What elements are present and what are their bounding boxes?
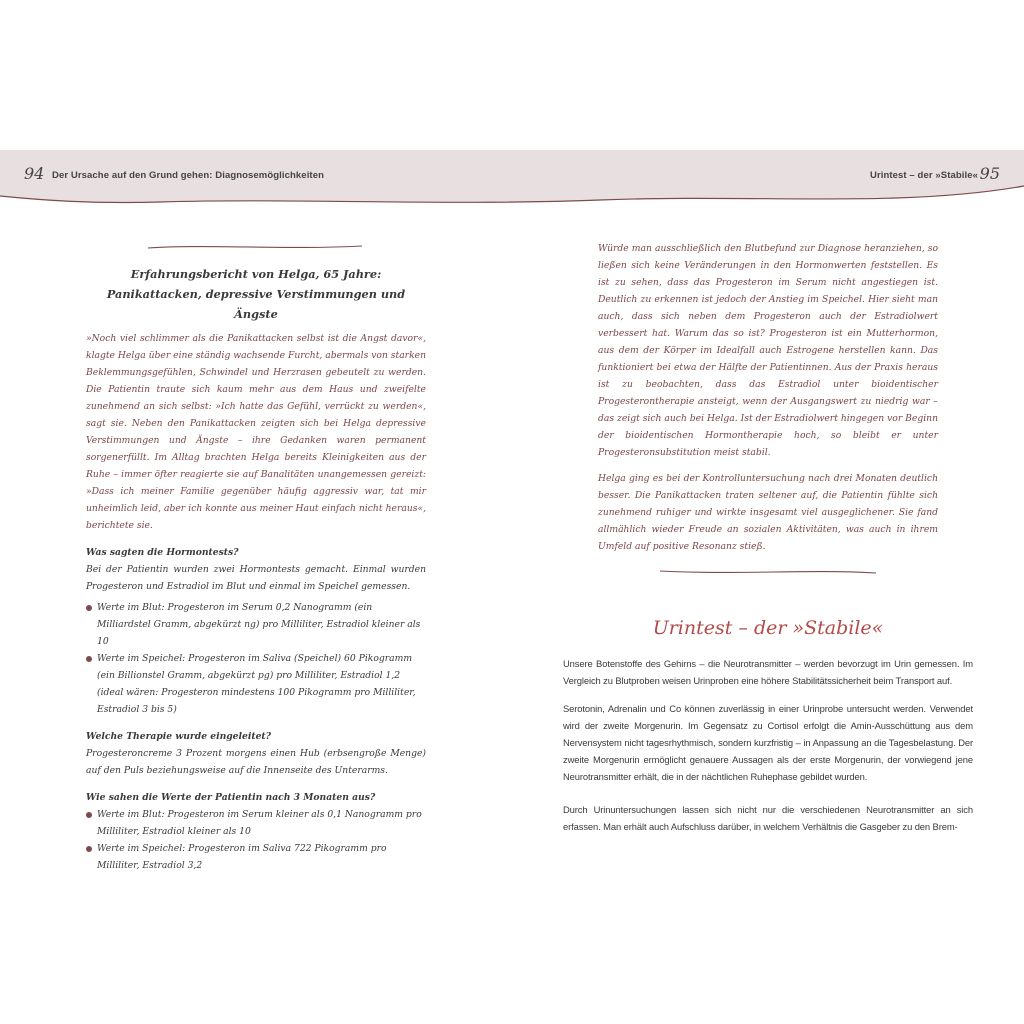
question-hormone-tests: Was sagten die Hormontests?: [86, 547, 239, 558]
left-page-number: 94: [24, 164, 45, 183]
report-intro: »Noch viel schlimmer als die Panikattacken selbst ist die Angst davor«, klagte Helga über eine ständig wachsende Furcht, abermals von starken Beklemmungsgefühlen, Schwindel und Herzrasen gebeutelt zu werden. Die Patientin traute sich kaum mehr aus dem Haus und zweifelte zunehmend an sich selbst: »Ich hatte das Gefühl, verrückt zu werden«, sagt sie. Neben den Panikattacken zeigten sich bei Helga depressive Verstimmungen und Ängste – ihre Gedanken waren permanent sorgenerfüllt. Im Alltag brachten Helga bereits Kleinigkeiten aus der Ruhe – immer öfter reagierte sie auf Banalitäten unangemessen gereizt: »Dass ich meiner Familie gegenüber häufig aggressiv war, tat mir unheimlich leid, aber ich konnte aus meiner Haut einfach nicht heraus«, berichtete sie.: [86, 333, 426, 531]
answer-therapy: Progesteroncreme 3 Prozent morgens einen Hub (erbsengroße Menge) auf den Puls beziehungsweise auf die Innenseite des Unterarms.: [86, 748, 426, 776]
left-page-column: [86, 240, 426, 874]
bullet-icon: [86, 812, 92, 818]
right-running-title: Urintest – der »Stabile«: [870, 170, 978, 181]
list-item: Werte im Blut: Progesteron im Serum kleiner als 0,1 Nanogramm pro Milliliter, Estradiol kleiner als 10: [86, 806, 426, 840]
divider-flourish-top: [86, 240, 426, 254]
report-outcome: Helga ging es bei der Kontrolluntersuchung nach drei Monaten deutlich besser. Die Panikattacken traten seltener auf, die Patientin fühlte sich zunehmend ruhiger und wirkte insgesamt viel ausgeglichener. Sie fand allmählich wieder Freude an sozialen Aktivitäten, was auch in ihrem Umfeld auf positive Resonanz stieß.: [598, 473, 938, 552]
bullet-icon: [86, 605, 92, 611]
left-running-title: Der Ursache auf den Grund gehen: Diagnosemöglichkeiten: [52, 170, 324, 181]
body-paragraph-3: Durch Urinuntersuchungen lassen sich nicht nur die verschiedenen Neurotransmitter an sich erfassen. Man erhält auch Aufschluss darüber, in welchem Verhältnis die Gasgeber zu den Brem-: [563, 804, 973, 832]
header-wave: [0, 150, 1024, 212]
body-paragraph-2: Serotonin, Adrenalin und Co können zuverlässig in einer Urinprobe untersucht werden. Verwendet wird der zweite Morgenurin. Im Gegensatz zu Cortisol erfolgt die Amin-Ausschüttung aus dem Nervensystem nicht tagesrhythmisch, sondern kurzfristig – in Anpassung an die Tagesbelastung. Der zweite Morgenurin ermöglicht genauere Aussagen als der erste Morgenurin, der vorwiegend jene Neurotransmitter erhält, die in der nächtlichen Ruhephase gebildet wurden.: [563, 703, 973, 782]
report-title: [86, 264, 426, 324]
list-item: Werte im Speichel: Progesteron im Saliva (Speichel) 60 Pikogramm (ein Billionstel Gramm, abgekürzt pg) pro Milliliter, Estradiol 1,2 (ideal wären: Progesteron mindestens 100 Pikogramm pro Milliliter, Estradiol 3 bis 5): [86, 650, 426, 718]
report-title-line-1: Erfahrungsbericht von Helga, 65 Jahre:: [130, 267, 382, 281]
body-paragraph-1: Unsere Botenstoffe des Gehirns – die Neurotransmitter – werden bevorzugt im Urin gemessen. Im Vergleich zu Blutproben weisen Urinproben eine höhere Stabilitätssicherheit beim Transport auf.: [563, 658, 973, 686]
bullet-icon: [86, 846, 92, 852]
question-therapy: Welche Therapie wurde eingeleitet?: [86, 731, 272, 742]
section-title: Urintest – der »Stabile«: [652, 617, 884, 639]
header-band: [0, 150, 1024, 212]
list-item: Werte im Blut: Progesteron im Serum 0,2 Nanogramm (ein Milliardstel Gramm, abgekürzt ng) pro Milliliter, Estradiol kleiner als 10: [86, 599, 426, 650]
answer-hormone-tests: Bei der Patientin wurden zwei Hormontests gemacht. Einmal wurden Progesteron und Estradiol im Blut und einmal im Speichel gemessen.: [86, 564, 426, 592]
hormone-test-list: [86, 599, 426, 718]
bullet-icon: [86, 656, 92, 662]
section-body: [563, 655, 973, 846]
divider-flourish-bottom: [598, 565, 938, 579]
right-page-number: 95: [979, 164, 1000, 183]
right-page-column: [598, 240, 938, 579]
report-title-line-2: Panikattacken, depressive Verstimmungen und Ängste: [106, 287, 406, 321]
question-values-after: Wie sahen die Werte der Patientin nach 3 Monaten aus?: [86, 792, 376, 803]
values-after-list: [86, 806, 426, 874]
list-item: Werte im Speichel: Progesteron im Saliva 722 Pikogramm pro Milliliter, Estradiol 3,2: [86, 840, 426, 874]
report-analysis: Würde man ausschließlich den Blutbefund zur Diagnose heranziehen, so ließen sich keine Veränderungen in den Hormonwerten feststellen. Es ist zu sehen, dass das Progesteron im Serum nicht angestiegen ist. Deutlich zu erkennen ist jedoch der Anstieg im Speichel. Hier sieht man auch, dass sich neben dem Progesteron auch der Estradiolwert verbessert hat. Warum das so ist? Progesteron ist ein Mutterhormon, aus dem der Körper im Idealfall auch Estrogene herstellen kann. Das funktioniert bei etwa der Hälfte der Patientinnen. Aus der Praxis heraus ist zu beobachten, dass das Estradiol unter bioidentischer Progesterontherapie ansteigt, wenn der Ausgangswert zu niedrig war – das zeigt sich auch bei Helga. Ist der Estradiolwert hingegen vor Beginn der bioidentischen Hormontherapie hoch, so bleibt er unter Progesteronsubstitution meist stabil.: [598, 243, 938, 458]
